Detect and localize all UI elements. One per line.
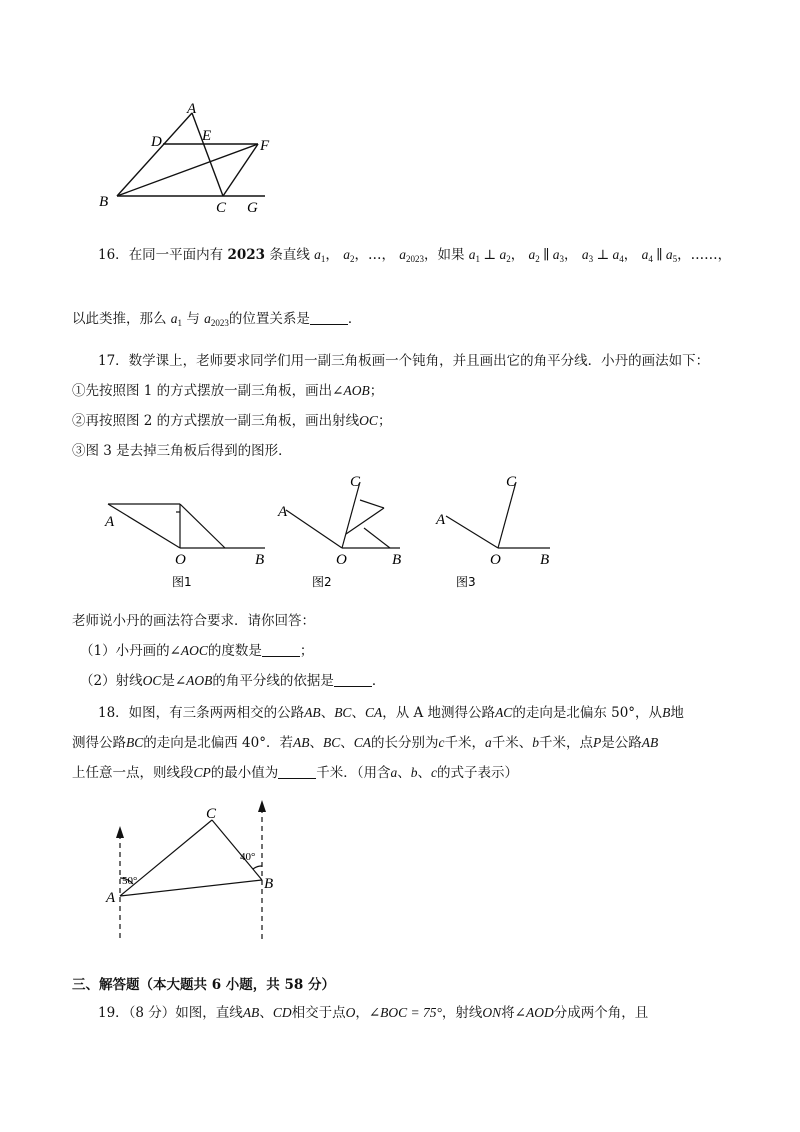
text: 19．（8 分）如图，直线 [98, 1005, 243, 1021]
north-arrow-icon [116, 826, 124, 838]
text: （2）射线 [80, 673, 143, 689]
text: ． [371, 673, 386, 689]
section-3-heading [72, 974, 335, 996]
sep: 、 [351, 705, 365, 721]
road-CA: CA [364, 705, 383, 720]
text: 上任意一点，则线段 [72, 765, 194, 781]
text: ，射线 [441, 1005, 483, 1021]
section-note: （本大题共 6 小题，共 58 分） [139, 977, 335, 993]
text: 的式子表示） [437, 765, 519, 781]
line-AB: AB [242, 1005, 260, 1020]
text: 条直线 [265, 247, 310, 263]
label-D: D [151, 134, 162, 150]
text: 18．如图，有三条两两相交的公路 [98, 705, 305, 721]
fig3-label-C: C [506, 474, 517, 490]
figure-q15 [95, 100, 275, 218]
question-number: 16． [98, 247, 129, 263]
text: 以此类推，那么 [72, 311, 167, 327]
q17-part1 [80, 640, 313, 662]
label-C: C [216, 200, 227, 216]
text: 在同一平面内有 [128, 247, 228, 263]
text: 将 [501, 1005, 515, 1021]
label-F: F [260, 138, 270, 154]
text: ，如果 [424, 247, 465, 263]
answer-blank[interactable] [262, 642, 300, 657]
ray-ON: ON [482, 1005, 502, 1020]
sep: ， [325, 247, 339, 263]
angle-AOB: ∠AOB [174, 673, 213, 688]
sep: 、 [397, 765, 411, 781]
point-O: O [345, 1005, 356, 1020]
text: 千米．（用含 [316, 765, 391, 781]
q17-step1 [72, 380, 383, 402]
sep: ， [471, 735, 486, 751]
text: ①先按照图 1 的方式摆放一副三角板，画出 [72, 383, 333, 399]
sep: ， [381, 247, 395, 263]
text: 地 [670, 705, 684, 721]
angle-AOB: ∠AOB [332, 383, 370, 398]
label-B: B [264, 876, 274, 892]
point-P: P [593, 735, 602, 750]
label-A: A [106, 890, 116, 906]
angle-BOC: ∠BOC = 75° [368, 1005, 442, 1020]
sep: ， [623, 247, 638, 263]
road-BC: BC [323, 735, 341, 750]
var-a2023: $a_{2023}$ [399, 247, 424, 264]
sep: 、 [518, 735, 533, 751]
q17-after: 老师说小丹的画法符合要求．请你回答： [72, 613, 315, 629]
figure-q18 [100, 796, 290, 946]
q17-part2 [80, 670, 385, 692]
figure-q17-2 [272, 470, 412, 590]
var-a1: $a_1$ [170, 311, 183, 328]
text: ②再按照图 2 的方式摆放一副三角板，画出射线 [72, 413, 360, 429]
road-CA: CA [353, 735, 372, 750]
road-AB: AB [641, 735, 659, 750]
var-a2023: $a_{2023}$ [204, 311, 229, 328]
answer-blank[interactable] [334, 672, 372, 687]
var-c: c [438, 735, 445, 750]
angle-AOC: ∠AOC [169, 643, 208, 658]
sep: ， [510, 247, 525, 263]
figure-q17-3 [428, 470, 558, 590]
rel-2: $a_2$ ∥ $a_3$ [528, 247, 565, 264]
sep: ， [355, 1005, 369, 1021]
figure-q17-1 [100, 490, 270, 590]
unit: 千米 [491, 735, 519, 751]
var-a: a [390, 765, 398, 780]
angle-40: 40° [240, 851, 256, 863]
road-AC: AC [495, 705, 513, 720]
line-CD: CD [272, 1005, 292, 1020]
answer-blank[interactable] [310, 310, 348, 325]
sep: ， [564, 247, 578, 263]
sep: 、 [417, 765, 432, 781]
answer-blank[interactable] [278, 764, 316, 779]
section-title: 三、解答题 [72, 977, 140, 993]
fig1-caption: 图1 [172, 575, 192, 589]
var-b: b [532, 735, 540, 750]
sep: 、 [340, 735, 354, 751]
fig2-caption: 图2 [312, 575, 332, 589]
sep: 、 [259, 1005, 273, 1021]
text: ，点 [566, 735, 594, 751]
text: ，从 A 地测得公路 [382, 705, 496, 721]
text: ； [377, 413, 392, 429]
label-B: B [99, 194, 109, 210]
q19-line1 [98, 1002, 648, 1024]
segment-CP: CP [193, 765, 211, 780]
unit: 千米 [539, 735, 567, 751]
text: 相交于点 [291, 1005, 346, 1021]
sep: ， [717, 247, 732, 263]
rel-3: $a_3$ ⊥ $a_4$ [581, 247, 624, 264]
road-AB: AB [304, 705, 321, 720]
label-G: G [247, 200, 258, 216]
text: 的走向是北偏西 40°．若 [143, 735, 293, 751]
ray-OC: OC [142, 673, 162, 688]
label-C: C [206, 806, 217, 822]
text: 是 [161, 673, 175, 689]
angle-AOD: ∠AOD [514, 1005, 554, 1020]
text: 与 [186, 311, 200, 327]
road-AB: AB [293, 735, 310, 750]
ellipsis: …… [690, 247, 718, 263]
ray-OC: OC [359, 413, 378, 428]
var-c: c [431, 765, 438, 780]
road-BC: BC [334, 705, 352, 720]
text: 的角平分线的依据是 [212, 673, 334, 689]
text: 测得公路 [72, 735, 126, 751]
north-arrow-icon [258, 800, 266, 812]
sep: 、 [309, 735, 323, 751]
text: 的位置关系是 [228, 311, 310, 327]
var-b: b [410, 765, 418, 780]
q18-line3 [72, 762, 518, 784]
q18-line2 [72, 732, 658, 754]
text: 是公路 [601, 735, 642, 751]
text: 的走向是北偏东 50°，从 [512, 705, 663, 721]
text: ； [299, 643, 314, 659]
sep: ， [677, 247, 691, 263]
text: 的最小值为 [210, 765, 279, 781]
fig3-label-O: O [490, 552, 501, 568]
label-E: E [202, 128, 212, 144]
fig1-label-O: O [175, 552, 186, 568]
fig1-label-B: B [255, 552, 265, 568]
rel-1: $a_1$ ⊥ $a_2$ [468, 247, 511, 264]
fig2-label-A: A [278, 504, 288, 520]
ellipsis: … [367, 247, 382, 263]
fig2-label-O: O [336, 552, 347, 568]
text: 分成两个角，且 [553, 1005, 649, 1021]
sep: ， [354, 247, 368, 263]
text: ； [369, 383, 384, 399]
fig3-caption: 图3 [456, 575, 476, 589]
q16-line1 [98, 244, 731, 270]
q17-step2 [72, 410, 391, 432]
var-a2: $a_2$ [343, 247, 355, 264]
var-a1: $a_1$ [314, 247, 326, 264]
count: 2023 [227, 247, 266, 263]
unit: 千米 [444, 735, 472, 751]
fig2-label-B: B [392, 552, 402, 568]
text: ． [347, 311, 362, 327]
q17-line1: 17．数学课上，老师要求同学们用一副三角板画一个钝角，并且画出它的角平分线．小丹的画法如下： [98, 353, 710, 369]
rel-4: $a_4$ ∥ $a_5$ [641, 247, 678, 264]
text: 的度数是 [207, 643, 262, 659]
fig3-label-B: B [540, 552, 550, 568]
point-B: B [662, 705, 671, 720]
road-BC: BC [126, 735, 144, 750]
text: （1）小丹画的 [80, 643, 170, 659]
fig2-label-C: C [350, 474, 361, 490]
var-a: a [485, 735, 492, 750]
q18-line1 [98, 702, 684, 724]
text: 的长分别为 [371, 735, 439, 751]
angle-50: 50° [122, 875, 138, 887]
fig1-label-A: A [105, 514, 115, 530]
sep: 、 [320, 705, 335, 721]
fig3-label-A: A [436, 512, 446, 528]
label-A: A [187, 101, 197, 117]
q16-line2 [72, 308, 361, 334]
q17-step3: ③图 3 是去掉三角板后得到的图形． [72, 443, 292, 459]
